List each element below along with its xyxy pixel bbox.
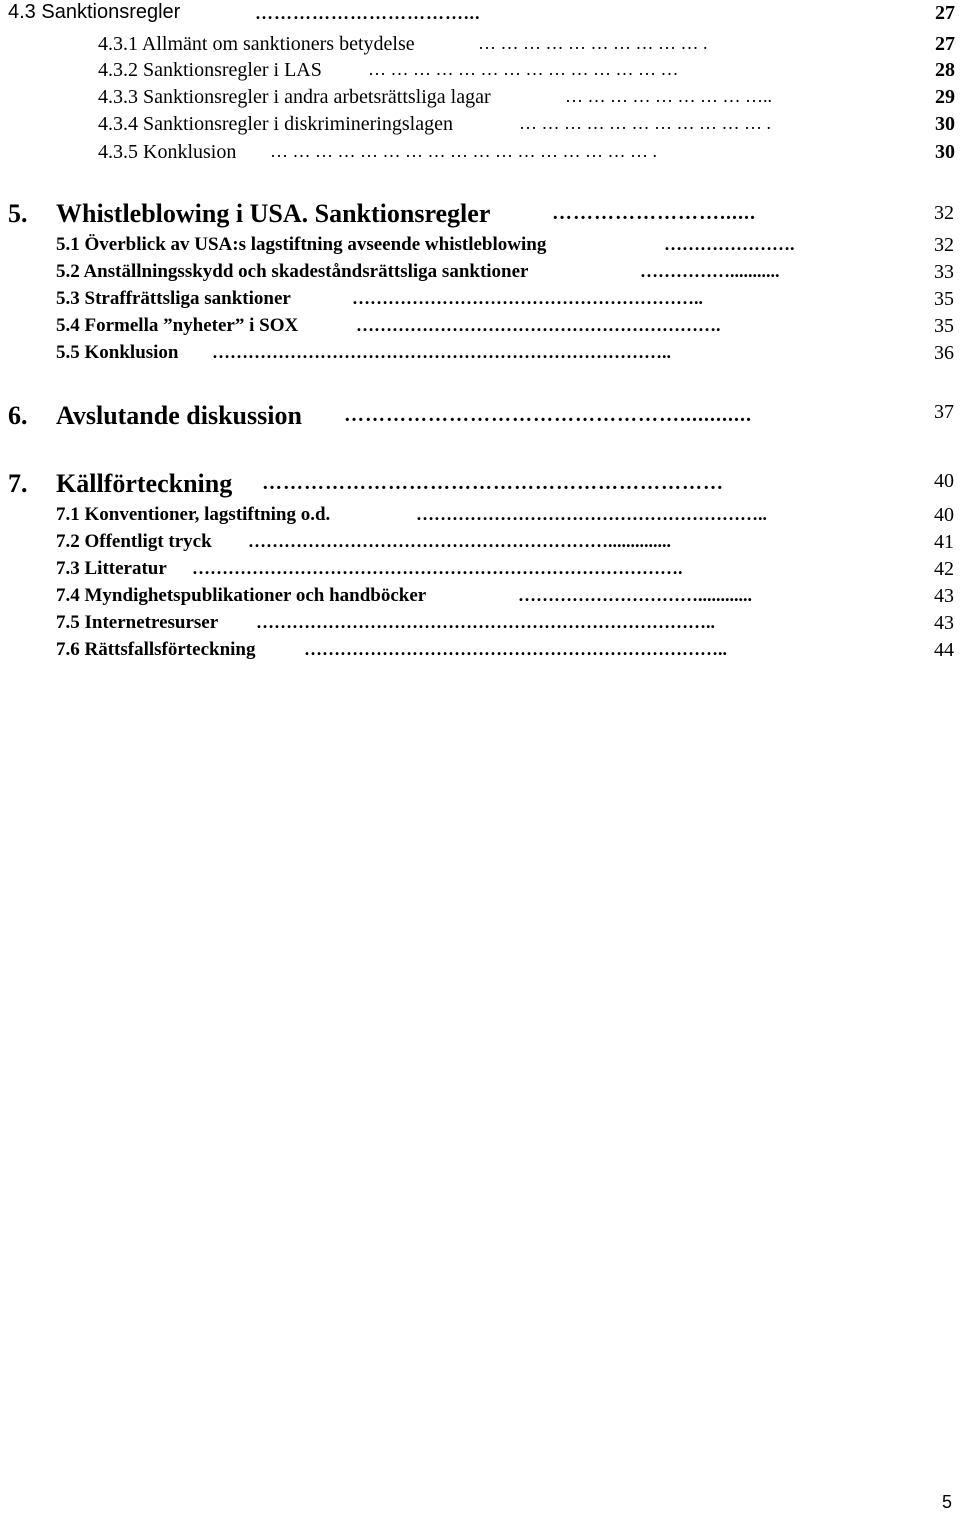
- toc-entry-page: 33: [934, 261, 954, 283]
- toc-entry-page: 32: [934, 234, 954, 256]
- toc-entry-page: 43: [934, 585, 954, 607]
- toc-entry-leader: … … … … … … … … … … .: [478, 33, 708, 53]
- toc-entry[interactable]: [0, 556, 960, 584]
- toc-entry[interactable]: [0, 0, 960, 28]
- toc-entry-title: 7.3 Litteratur: [56, 558, 167, 579]
- toc-entry-page: 27: [935, 2, 955, 24]
- page-number: 5: [941, 1492, 952, 1512]
- toc-entry-title: 7.6 Rättsfallsförteckning: [56, 639, 256, 660]
- toc-chapter-number: 6.: [8, 401, 28, 430]
- toc-entry-title: 7.1 Konventioner, lagstiftning o.d.: [56, 504, 331, 525]
- toc-entry-title: 7.2 Offentligt tryck: [56, 531, 212, 552]
- toc-entry-leader: …………………………………………............: [344, 404, 752, 426]
- toc-entry[interactable]: [0, 637, 960, 665]
- toc-entry-leader: ………………….: [664, 234, 795, 254]
- toc-entry-leader: ……………………………………………………..............: [248, 531, 671, 551]
- toc-entry[interactable]: [0, 139, 960, 167]
- toc-entry-page: 27: [935, 33, 955, 55]
- toc-entry-title: 5.5 Konklusion: [56, 342, 179, 363]
- toc-chapter-title: Whistleblowing i USA. Sanktionsregler: [56, 199, 491, 228]
- toc-chapter[interactable]: [0, 198, 960, 232]
- toc-entry[interactable]: [0, 313, 960, 341]
- toc-entry-leader: ……………………………………………………………..: [304, 639, 727, 659]
- toc-entry-page: 41: [934, 531, 954, 553]
- toc-chapter-title: Källförteckning: [56, 469, 233, 498]
- toc-entry-leader: ……………………………...: [255, 3, 481, 23]
- toc-entry-page: 37: [934, 401, 954, 423]
- toc-entry[interactable]: [0, 232, 960, 260]
- toc-entry-page: 40: [934, 470, 954, 492]
- toc-entry-leader: ……………………………………………………………………….: [192, 558, 683, 578]
- toc-entry-leader: …………………………………………………………: [262, 472, 724, 494]
- toc-entry-page: 35: [934, 315, 954, 337]
- toc-entry-leader: ……………...........: [640, 261, 780, 281]
- toc-entry-leader: ……………………......: [552, 202, 756, 224]
- toc-entry-title: 7.5 Internetresurser: [56, 612, 219, 633]
- toc-chapter[interactable]: [0, 468, 960, 502]
- toc-entry-leader: …………………………………………………..: [352, 288, 703, 308]
- toc-entry-page: 42: [934, 558, 954, 580]
- toc-entry-title: 5.1 Överblick av USA:s lagstiftning avseende whistleblowing: [56, 234, 547, 255]
- toc-entry-leader: … … … … … … … … … … … … … …: [368, 59, 679, 79]
- toc-entry-leader: …………………………………………………..: [416, 504, 767, 524]
- toc-entry-page: 29: [935, 86, 955, 108]
- toc-entry-page: 36: [934, 342, 954, 364]
- toc-entry-title: 4.3.4 Sanktionsregler i diskrimineringslagen: [98, 113, 453, 135]
- toc-entry[interactable]: [0, 610, 960, 638]
- toc-entry-title: 5.4 Formella ”nyheter” i SOX: [56, 315, 299, 336]
- toc-entry-leader: … … … … … … … … …..: [565, 86, 772, 106]
- toc-chapter-title: Avslutande diskussion: [56, 401, 302, 430]
- toc-entry[interactable]: [0, 31, 960, 59]
- toc-entry-page: 44: [934, 639, 954, 661]
- toc-entry[interactable]: [0, 57, 960, 85]
- toc-entry-leader: …………………………………………………….: [356, 315, 721, 335]
- toc-entry-leader: … … … … … … … … … … … … … … … … … .: [270, 141, 657, 161]
- toc-entry-page: 43: [934, 612, 954, 634]
- toc-entry-title: 5.2 Anställningsskydd och skadeståndsrättsliga sanktioner: [56, 261, 529, 282]
- toc-entry[interactable]: [0, 529, 960, 557]
- toc-entry-page: 28: [935, 59, 955, 81]
- toc-entry-leader: …………………………............: [518, 585, 752, 605]
- toc-entry-title: 7.4 Myndighetspublikationer och handböcker: [56, 585, 427, 606]
- toc-entry[interactable]: [0, 340, 960, 368]
- toc-entry[interactable]: [0, 286, 960, 314]
- toc-entry-leader: … … … … … … … … … … … .: [519, 113, 771, 133]
- toc-entry-title: 4.3.3 Sanktionsregler i andra arbetsrättsliga lagar: [98, 86, 491, 108]
- toc-entry[interactable]: [0, 583, 960, 611]
- toc-entry[interactable]: [0, 502, 960, 530]
- toc-entry-leader: …………………………………………………………………..: [256, 612, 715, 632]
- toc-entry[interactable]: [0, 111, 960, 139]
- toc-entry-title: 4.3.5 Konklusion: [98, 141, 237, 163]
- toc-chapter-number: 7.: [8, 469, 28, 498]
- toc-entry[interactable]: [0, 84, 960, 112]
- toc-entry-page: 35: [934, 288, 954, 310]
- toc-entry-page: 32: [934, 202, 954, 224]
- toc-entry-title: 5.3 Straffrättsliga sanktioner: [56, 288, 291, 309]
- toc-chapter[interactable]: [0, 400, 960, 434]
- toc-entry-page: 30: [935, 113, 955, 135]
- toc-chapter-number: 5.: [8, 199, 28, 228]
- toc-entry-title: 4.3.1 Allmänt om sanktioners betydelse: [98, 33, 415, 55]
- toc-entry-title: 4.3 Sanktionsregler: [8, 1, 181, 23]
- toc-entry-title: 4.3.2 Sanktionsregler i LAS: [98, 59, 322, 81]
- toc-entry-page: 30: [935, 141, 955, 163]
- toc-entry-leader: …………………………………………………………………..: [212, 342, 671, 362]
- toc-entry[interactable]: [0, 259, 960, 287]
- toc-entry-page: 40: [934, 504, 954, 526]
